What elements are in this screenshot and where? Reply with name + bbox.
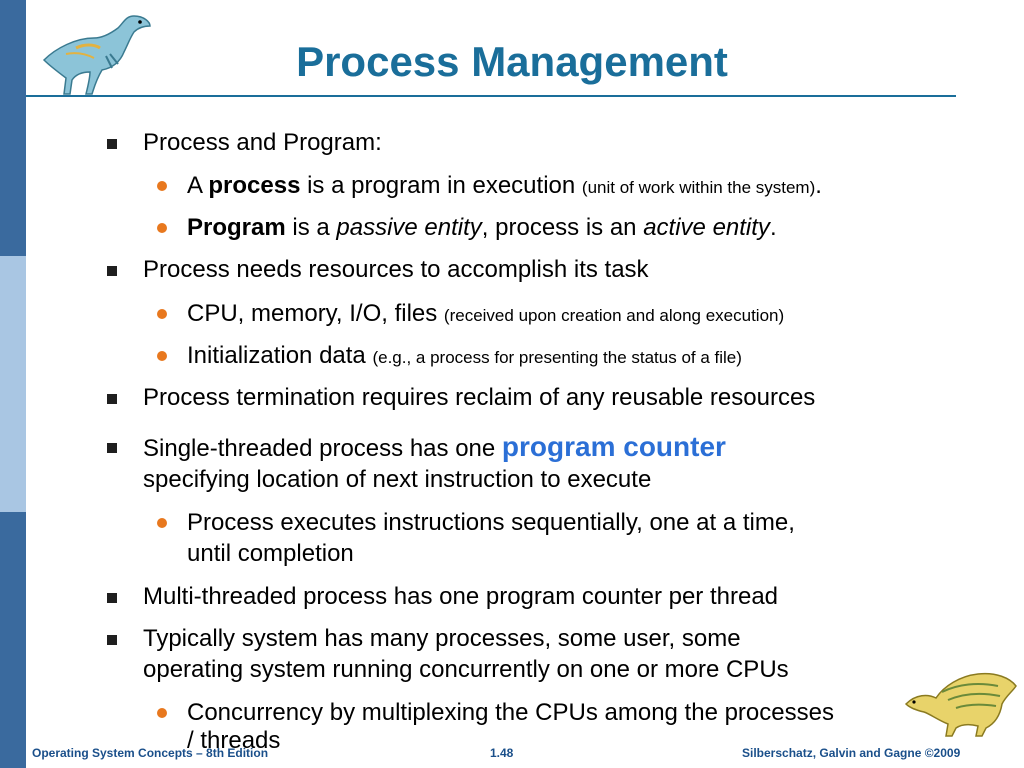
sub-bullet-sequential-execution-continued: until completion (187, 540, 354, 567)
sub-bullet-concurrency-continued: / threads (187, 727, 281, 754)
round-bullet-icon (157, 351, 167, 361)
round-bullet-icon (157, 708, 167, 718)
round-bullet-icon (157, 518, 167, 528)
bullet-process-resources: Process needs resources to accomplish its task (143, 256, 649, 283)
bullet-single-threaded: Single-threaded process has one program counter (143, 431, 726, 462)
left-stripe-bottom (0, 512, 26, 768)
bullet-many-processes: Typically system has many processes, some user, some (143, 625, 741, 652)
title-divider (26, 95, 956, 97)
sub-bullet-sequential-execution: Process executes instructions sequentially, one at a time, (187, 509, 795, 536)
sub-bullet-cpu-memory: CPU, memory, I/O, files (received upon creation and along execution) (187, 300, 785, 327)
sub-bullet-program-definition: Program is a passive entity, process is an active entity. (187, 214, 777, 241)
square-bullet-icon (107, 593, 117, 603)
round-bullet-icon (157, 223, 167, 233)
bullet-process-termination: Process termination requires reclaim of any reusable resources (143, 384, 816, 411)
slide-title: Process Management (296, 38, 728, 85)
sub-bullet-initialization-data: Initialization data (e.g., a process for presenting the status of a file) (187, 342, 742, 369)
sub-bullet-process-definition: A process is a program in execution (unit of work within the system). (187, 172, 822, 199)
footer-page-number: 1.48 (490, 746, 514, 760)
sub-bullet-concurrency: Concurrency by multiplexing the CPUs among the processes (187, 699, 834, 726)
footer-copyright: Silberschatz, Galvin and Gagne ©2009 (742, 746, 961, 760)
bullet-process-and-program: Process and Program: (143, 129, 382, 156)
bullet-many-processes-continued: operating system running concurrently on one or more CPUs (143, 656, 789, 683)
round-bullet-icon (157, 181, 167, 191)
footer-book-title: Operating System Concepts – 8th Edition (32, 746, 269, 760)
dinosaur-logo-icon (36, 8, 156, 96)
square-bullet-icon (107, 443, 117, 453)
round-bullet-icon (157, 309, 167, 319)
bullet-single-threaded-continued: specifying location of next instruction to execute (143, 466, 652, 493)
bullet-multi-threaded: Multi-threaded process has one program counter per thread (143, 583, 779, 610)
square-bullet-icon (107, 266, 117, 276)
square-bullet-icon (107, 139, 117, 149)
left-stripe-top (0, 0, 26, 256)
dinosaur-logo-icon (902, 664, 1020, 738)
square-bullet-icon (107, 394, 117, 404)
square-bullet-icon (107, 635, 117, 645)
left-stripe-middle (0, 256, 26, 512)
